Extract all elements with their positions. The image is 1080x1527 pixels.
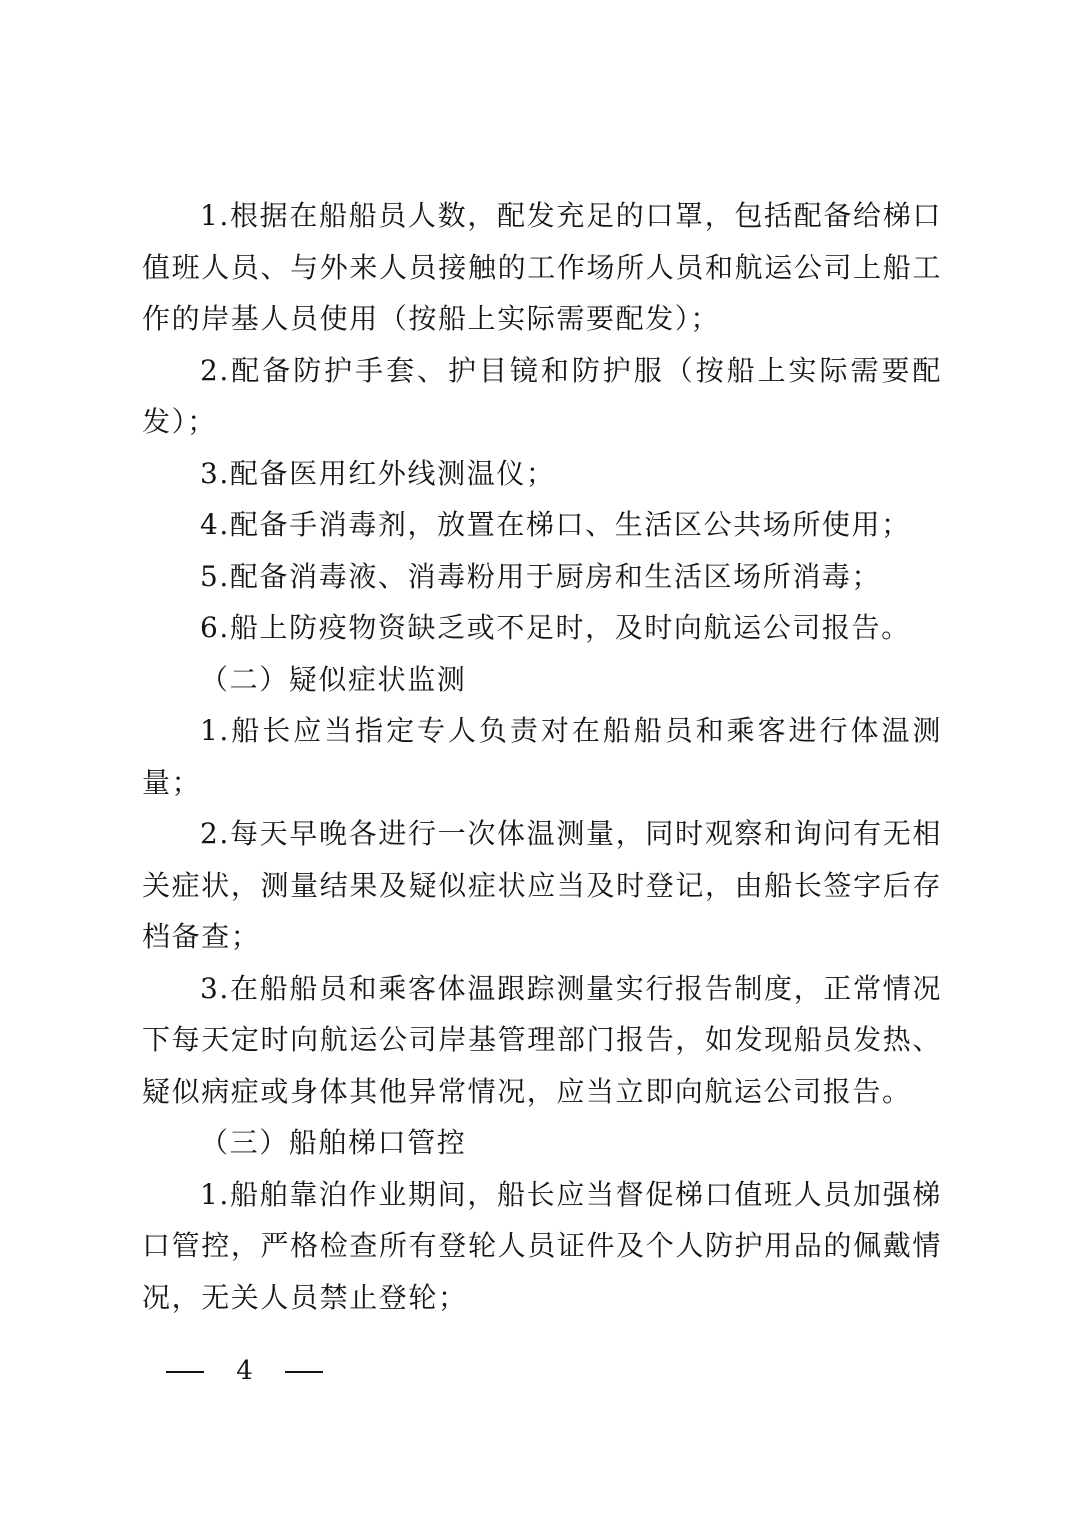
dash-right	[285, 1371, 323, 1373]
dash-left	[166, 1371, 204, 1373]
paragraph: 4.配备手消毒剂，放置在梯口、生活区公共场所使用；	[200, 508, 911, 541]
section-heading: （二）疑似症状监测	[200, 662, 467, 696]
document-body	[142, 190, 942, 1323]
paragraph: 5.配备消毒液、消毒粉用于厨房和生活区场所消毒；	[200, 559, 882, 593]
paragraph: 1.根据在船船员人数，配发充足的口罩，包括配备给梯口值班人员、与外来人员接触的工作场所人员和航运公司上船工作的岸基人员使用（按船上实际需要配发）；	[142, 199, 942, 335]
page-footer	[166, 1356, 323, 1386]
page-number: 4	[236, 1356, 253, 1386]
paragraph: 1.船舶靠泊作业期间，船长应当督促梯口值班人员加强梯口管控，严格检查所有登轮人员证件及个人防护用品的佩戴情况，无关人员禁止登轮；	[142, 1177, 942, 1314]
paragraph: 2.每天早晚各进行一次体温测量，同时观察和询问有无相关症状，测量结果及疑似症状应当及时登记，由船长签字后存档备查；	[142, 817, 942, 953]
section-heading: （三）船舶梯口管控	[200, 1126, 467, 1159]
paragraph: 6.船上防疫物资缺乏或不足时，及时向航运公司报告。	[200, 611, 911, 644]
paragraph: 3.在船船员和乘客体温跟踪测量实行报告制度，正常情况下每天定时向航运公司岸基管理部门报告，如发现船员发热、疑似病症或身体其他异常情况，应当立即向航运公司报告。	[142, 971, 942, 1108]
paragraph: 3.配备医用红外线测温仪；	[200, 456, 556, 490]
paragraph: 1.船长应当指定专人负责对在船船员和乘客进行体温测量；	[142, 714, 942, 799]
paragraph: 2.配备防护手套、护目镜和防护服（按船上实际需要配发）；	[142, 353, 942, 438]
